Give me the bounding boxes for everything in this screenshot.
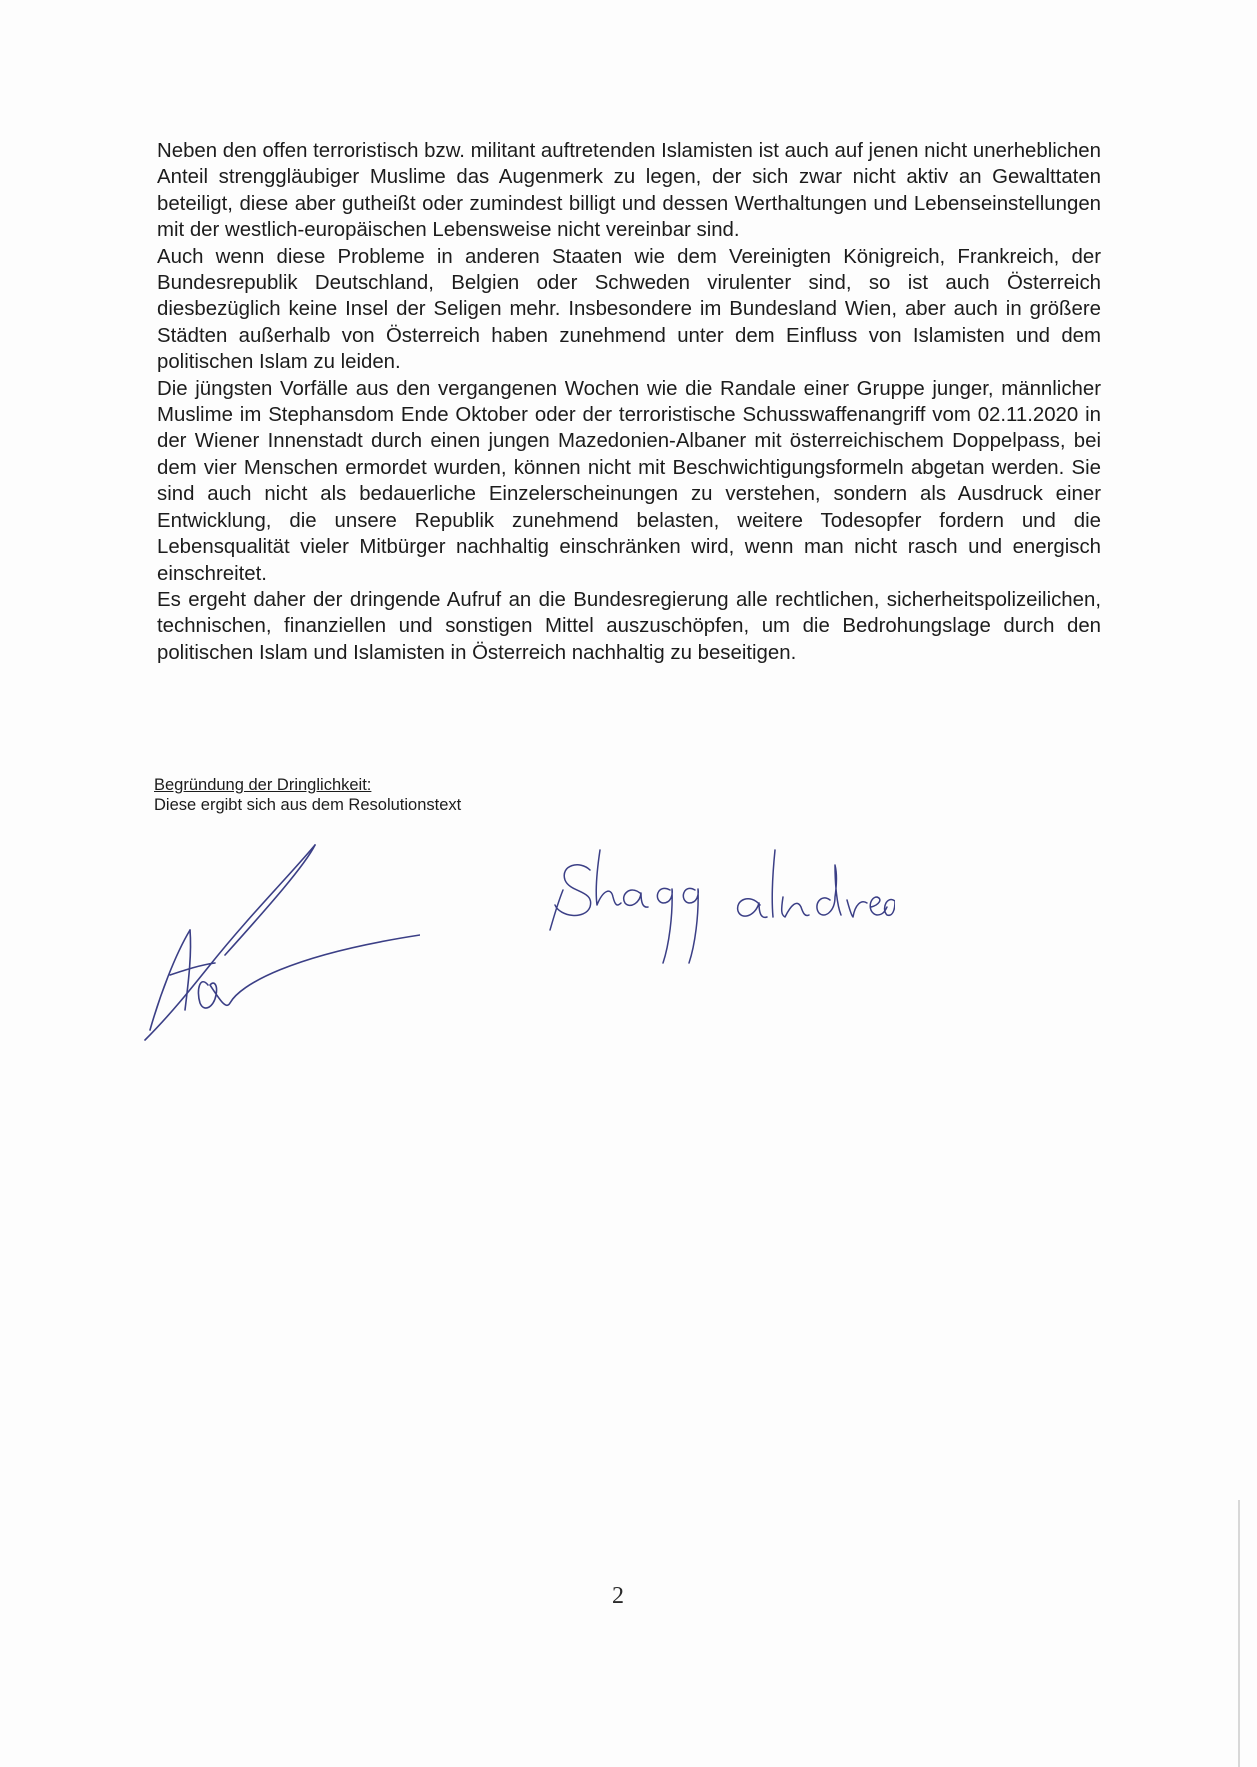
signature-1	[130, 835, 420, 1055]
paragraph-recent-incidents: Die jüngsten Vorfälle aus den vergangenen Wochen wie die Randale einer Gruppe junger, männlicher Muslime im Stephansdom Ende Oktober oder der terroristische Schusswaffenangriff vom 02.11.2020 in der Wiener Innenstadt durch einen jungen Mazedonien-Albaner mit österreichischem Doppelpass, bei dem vier Menschen ermordet wurden, können nicht mit Beschwichtigungsformeln abgetan werden. Sie sind auch nicht als bedauerliche Einzelerscheinungen zu verstehen, sondern als Ausdruck einer Entwicklung, die unsere Republik zunehmend belasten, weitere Todesopfer fordern und die Lebensqualität vieler Mitbürger nachhaltig einschränken wird, wenn man nicht rasch und energisch einschreitet.	[157, 377, 1101, 585]
page-number: 2	[612, 1583, 624, 1609]
resolution-body	[157, 138, 1101, 666]
paragraph-other-states: Auch wenn diese Probleme in anderen Staaten wie dem Vereinigten Königreich, Frankreich, der Bundesrepublik Deutschland, Belgien oder Schweden virulenter sind, so ist auch Österreich diesbezüglich keine Insel der Seligen mehr. Insbesondere im Bundesland Wien, aber auch in größere Städten außerhalb von Österreich haben zunehmend unter dem Einfluss von Islamisten und dem politischen Islam zu leiden.	[157, 245, 1101, 374]
paragraph-appeal: Es ergeht daher der dringende Aufruf an die Bundesregierung alle rechtlichen, sicherheitspolizeilichen, technischen, finanziellen und sonstigen Mittel auszuschöpfen, um die Bedrohungslage durch den politischen Islam und Islamisten in Österreich nachhaltig zu beseitigen.	[157, 588, 1101, 664]
urgency-text: Diese ergibt sich aus dem Resolutionstext	[154, 796, 462, 814]
signature-2	[545, 845, 895, 985]
scan-edge-line	[1238, 1500, 1240, 1767]
paragraph-islamists: Neben den offen terroristisch bzw. militant auftretenden Islamisten ist auch auf jenen nicht unerheblichen Anteil strenggläubiger Muslime das Augenmerk zu legen, der sich zwar nicht aktiv an Gewalttaten beteiligt, diese aber gutheißt oder zumindest billigt und dessen Werthaltungen und Lebenseinstellungen mit der westlich-europäischen Lebensweise nicht vereinbar sind.	[157, 140, 1101, 242]
urgency-heading: Begründung der Dringlichkeit:	[154, 776, 372, 794]
urgency-section	[154, 775, 461, 815]
